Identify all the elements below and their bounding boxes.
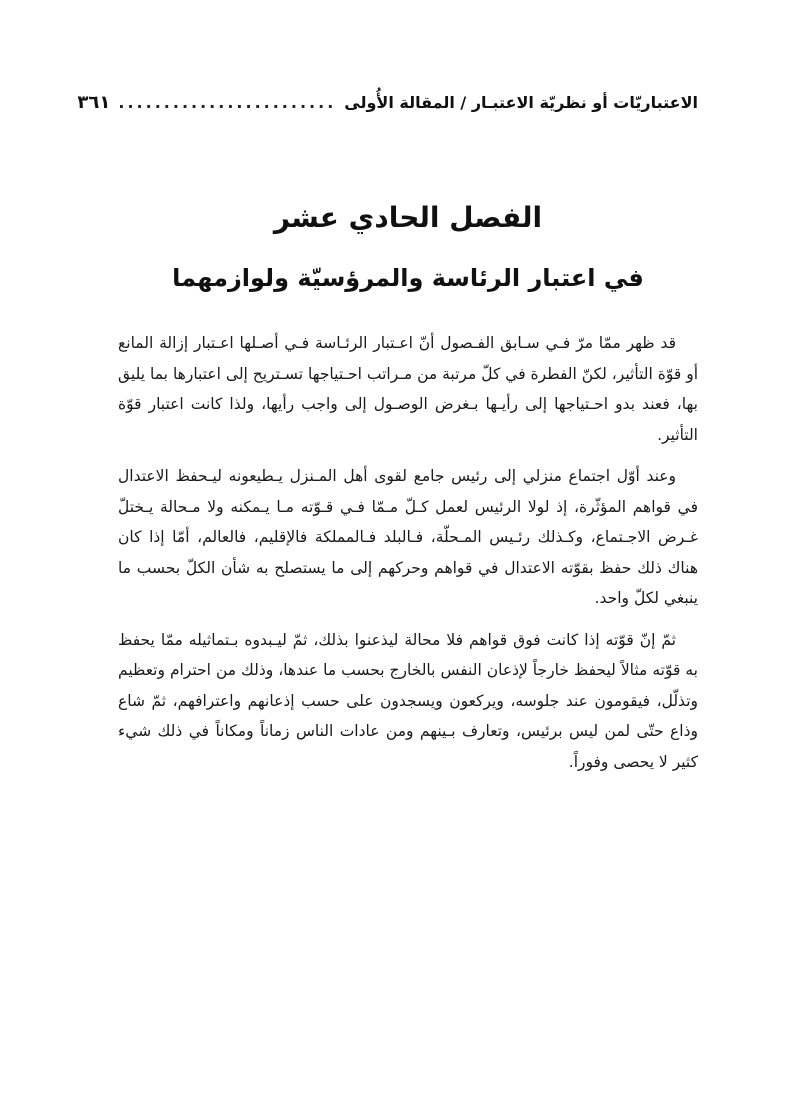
running-header (77, 86, 698, 118)
chapter-subtitle: في اعتبار الرئاسة والمرؤسيّة ولوازمهما (172, 264, 644, 292)
leader-dots: ........................ (118, 92, 337, 112)
body-text (118, 328, 698, 788)
paragraph: ثمّ إنّ قوّته إذا كانت فوق قواهم فلا محالة ليذعنوا بذلك، ثمّ ليـبدوه بـتماثيله ممّا يحفظ به قوّته مثالاً ليحفظ خارجاً لإذعان النفس بالخارج بحسب ما عندها، وذلك من احترام وتعظيم وتذلّل، فيقومون عند جلوسه، ويركعون ويسجدون على حسب إذعانهم واعترافهم، ثمّ شاع وذاع حتّى لمن ليس برئيس، وتعارف بـينهم ومن عادات الناس زماناً ومكاناً في ذلك شيء كثير لا يحصى وفوراً. (118, 630, 698, 771)
chapter-title: الفصل الحادي عشر (273, 201, 543, 234)
paragraph: وعند أوّل اجتماع منزلي إلى رئيس جامع لقوى أهل المـنزل يـطيعونه ليـحفظ الاعتدال في قواهم المؤثّرة، إذ لولا الرئيس لعمل كـلّ مـمّا فـي قـوّته مـا يـمكنه ولا مـحالة يـختلّ غـرض الاجـتماع، وكـذلك رئـيس المـحلّة، فـالبلد فـالمملكة فالإقليم، فالعالم، أمّا إذا كان هناك ذلك حفظ بقوّته الاعتدال في قواهم وحركهم إلى ما يستصلح به شأن الكلّ بحسب ما ينبغي لكلّ واحد. (118, 467, 698, 607)
paragraph: قد ظهر ممّا مرّ فـي سـابق الفـصول أنّ اعـتبار الرئـاسة فـي أصـلها اعـتبار إزالة المانع أو قوّة التأثير، لكنّ الفطرة في كلّ مرتبة من مـراتب احـتياجها تسـتريح إلى اعتبارها بما يليق بها، فعند بدو احـتياجها إلى رأيـها بـغرض الوصـول إلى واجب رأيها، ولذا كانت اعتبار قوّة التأثير. (118, 334, 698, 444)
running-header-title: الاعتباريّات أو نظريّة الاعتبـار / المقالة الأُولى (344, 92, 698, 112)
page-number: ٣٦١ (77, 91, 111, 113)
